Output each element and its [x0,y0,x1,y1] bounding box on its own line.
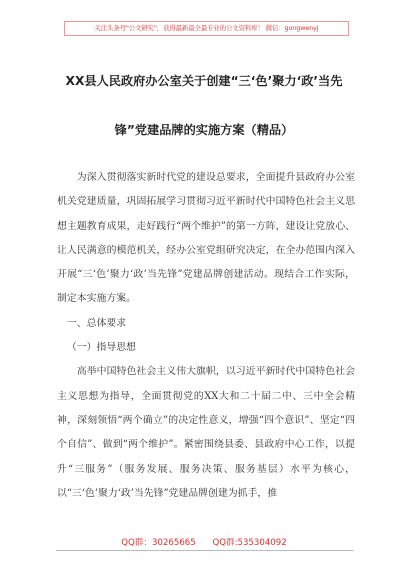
subsection-heading-guiding-ideology: （一）指导思想 [66,342,137,354]
footer-divider [56,550,354,551]
document-title-line-2: 锋”党建品牌的实施方案（精品） [114,123,294,137]
section-heading-general-requirements: 一、总体要求 [66,317,127,329]
header-banner: 关注头条号"公文研究"，获得最新最全最专业的公文资料库！ 微信：gongwenyj [64,21,349,36]
intro-paragraph: 为深入贯彻落实新时代党的建设总要求，全面提升县政府办公室机关党建质量，巩固拓展学习贯彻习近平新时代中国特色社会主义思想主题教育成果，走好践行“两个维护”的第一方阵，建设让党放心、让人民满意的模范机关，经办公室党组研究决定，在全办范围内深入开展“三‘色’聚力‘政’当先锋”党建品牌创建活动。现结合工作实际，制定本实施方案。 [57,172,355,305]
footer-qq-group-1: QQ群：30265665 [121,538,196,548]
guiding-ideology-paragraph: 高举中国特色社会主义伟大旗帜，以习近平新时代中国特色社会主义思想为指导，全面贯彻党的XX大和二十届二中、三中全会精神，深刻领悟“两个确立”的决定性意义，增强“四个意识”、坚定“四个自信”、做到“两个维护”。紧密围绕县委、县政府中心工作，以提升“三服务”（服务发展、服务决策、服务基层）水平为核心，以“三‘色’聚力‘政’当先锋”党建品牌创建为抓手，推 [57,366,355,499]
footer-qq-group-2: QQ群:535304092 [212,538,287,548]
document-title-line-1: XX县人民政府办公室关于创建“三‘色’聚力‘政’当先 [65,74,343,88]
document-body [57,166,355,506]
footer-contacts [0,536,408,548]
